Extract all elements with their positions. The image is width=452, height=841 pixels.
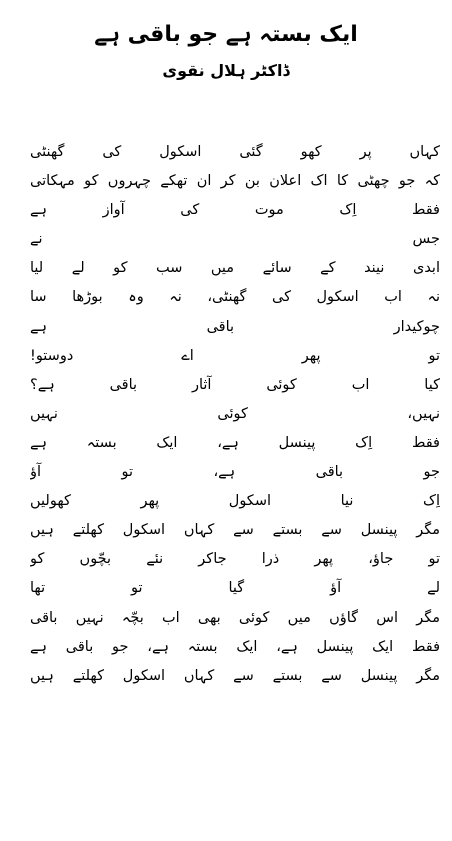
poem-line: مگر پینسل سے بستے سے کہاں اسکول کھلتے ہیں bbox=[30, 667, 440, 684]
poem-author: ڈاکٹر ہلال نقوی bbox=[162, 61, 290, 80]
poem-line: لے آؤ گیا تو تھا bbox=[30, 580, 440, 597]
poem-line: فقط اِک پینسل ہے، ایک بستہ ہے bbox=[30, 434, 440, 451]
poem-line: تو جاؤ، پھر ذرا جاکر نئے بچّوں کو bbox=[30, 551, 440, 568]
poem-line: کہاں پر کھو گئی اسکول کی گھنٹی bbox=[30, 144, 440, 160]
poem-line: کیا اب کوئی آثار باقی ہے؟ bbox=[30, 376, 440, 393]
poem-line: اِک نیا اسکول پھر کھولیں bbox=[30, 493, 440, 510]
poem-line: ابدی نیند کے سائے میں سب کو لے لیا bbox=[30, 260, 440, 277]
poem-line: مگر پینسل سے بستے سے کہاں اسکول کھلتے ہیں bbox=[30, 522, 440, 539]
poem-line: مگر اس گاؤں میں کوئی بھی اب بچّہ نہیں باقی bbox=[30, 609, 440, 626]
poem-line: تو پھر اے دوستو! bbox=[30, 347, 440, 364]
poem-line: فقط ایک پینسل ہے، ایک بستہ ہے، جو باقی ہے bbox=[30, 638, 440, 655]
poem-line: کہ جو چھٹی کا اک اعلان بن کر ان تھکے چہروں کو مہکاتی bbox=[30, 173, 440, 190]
poem-line: جس نے bbox=[30, 231, 440, 248]
poem-body bbox=[30, 138, 440, 691]
poem-line: نہیں، کوئی نہیں bbox=[30, 405, 440, 422]
poem-line: چوکیدار باقی ہے bbox=[30, 318, 440, 335]
poem-line: فقط اِک موت کی آواز ہے bbox=[30, 202, 440, 219]
poem-line: جو باقی ہے، تو آؤ bbox=[30, 464, 440, 481]
poem-line: نہ اب اسکول کی گھنٹی، نہ وہ بوڑھا سا bbox=[30, 289, 440, 306]
poem-title: ایک بستہ ہے جو باقی ہے bbox=[94, 22, 358, 47]
